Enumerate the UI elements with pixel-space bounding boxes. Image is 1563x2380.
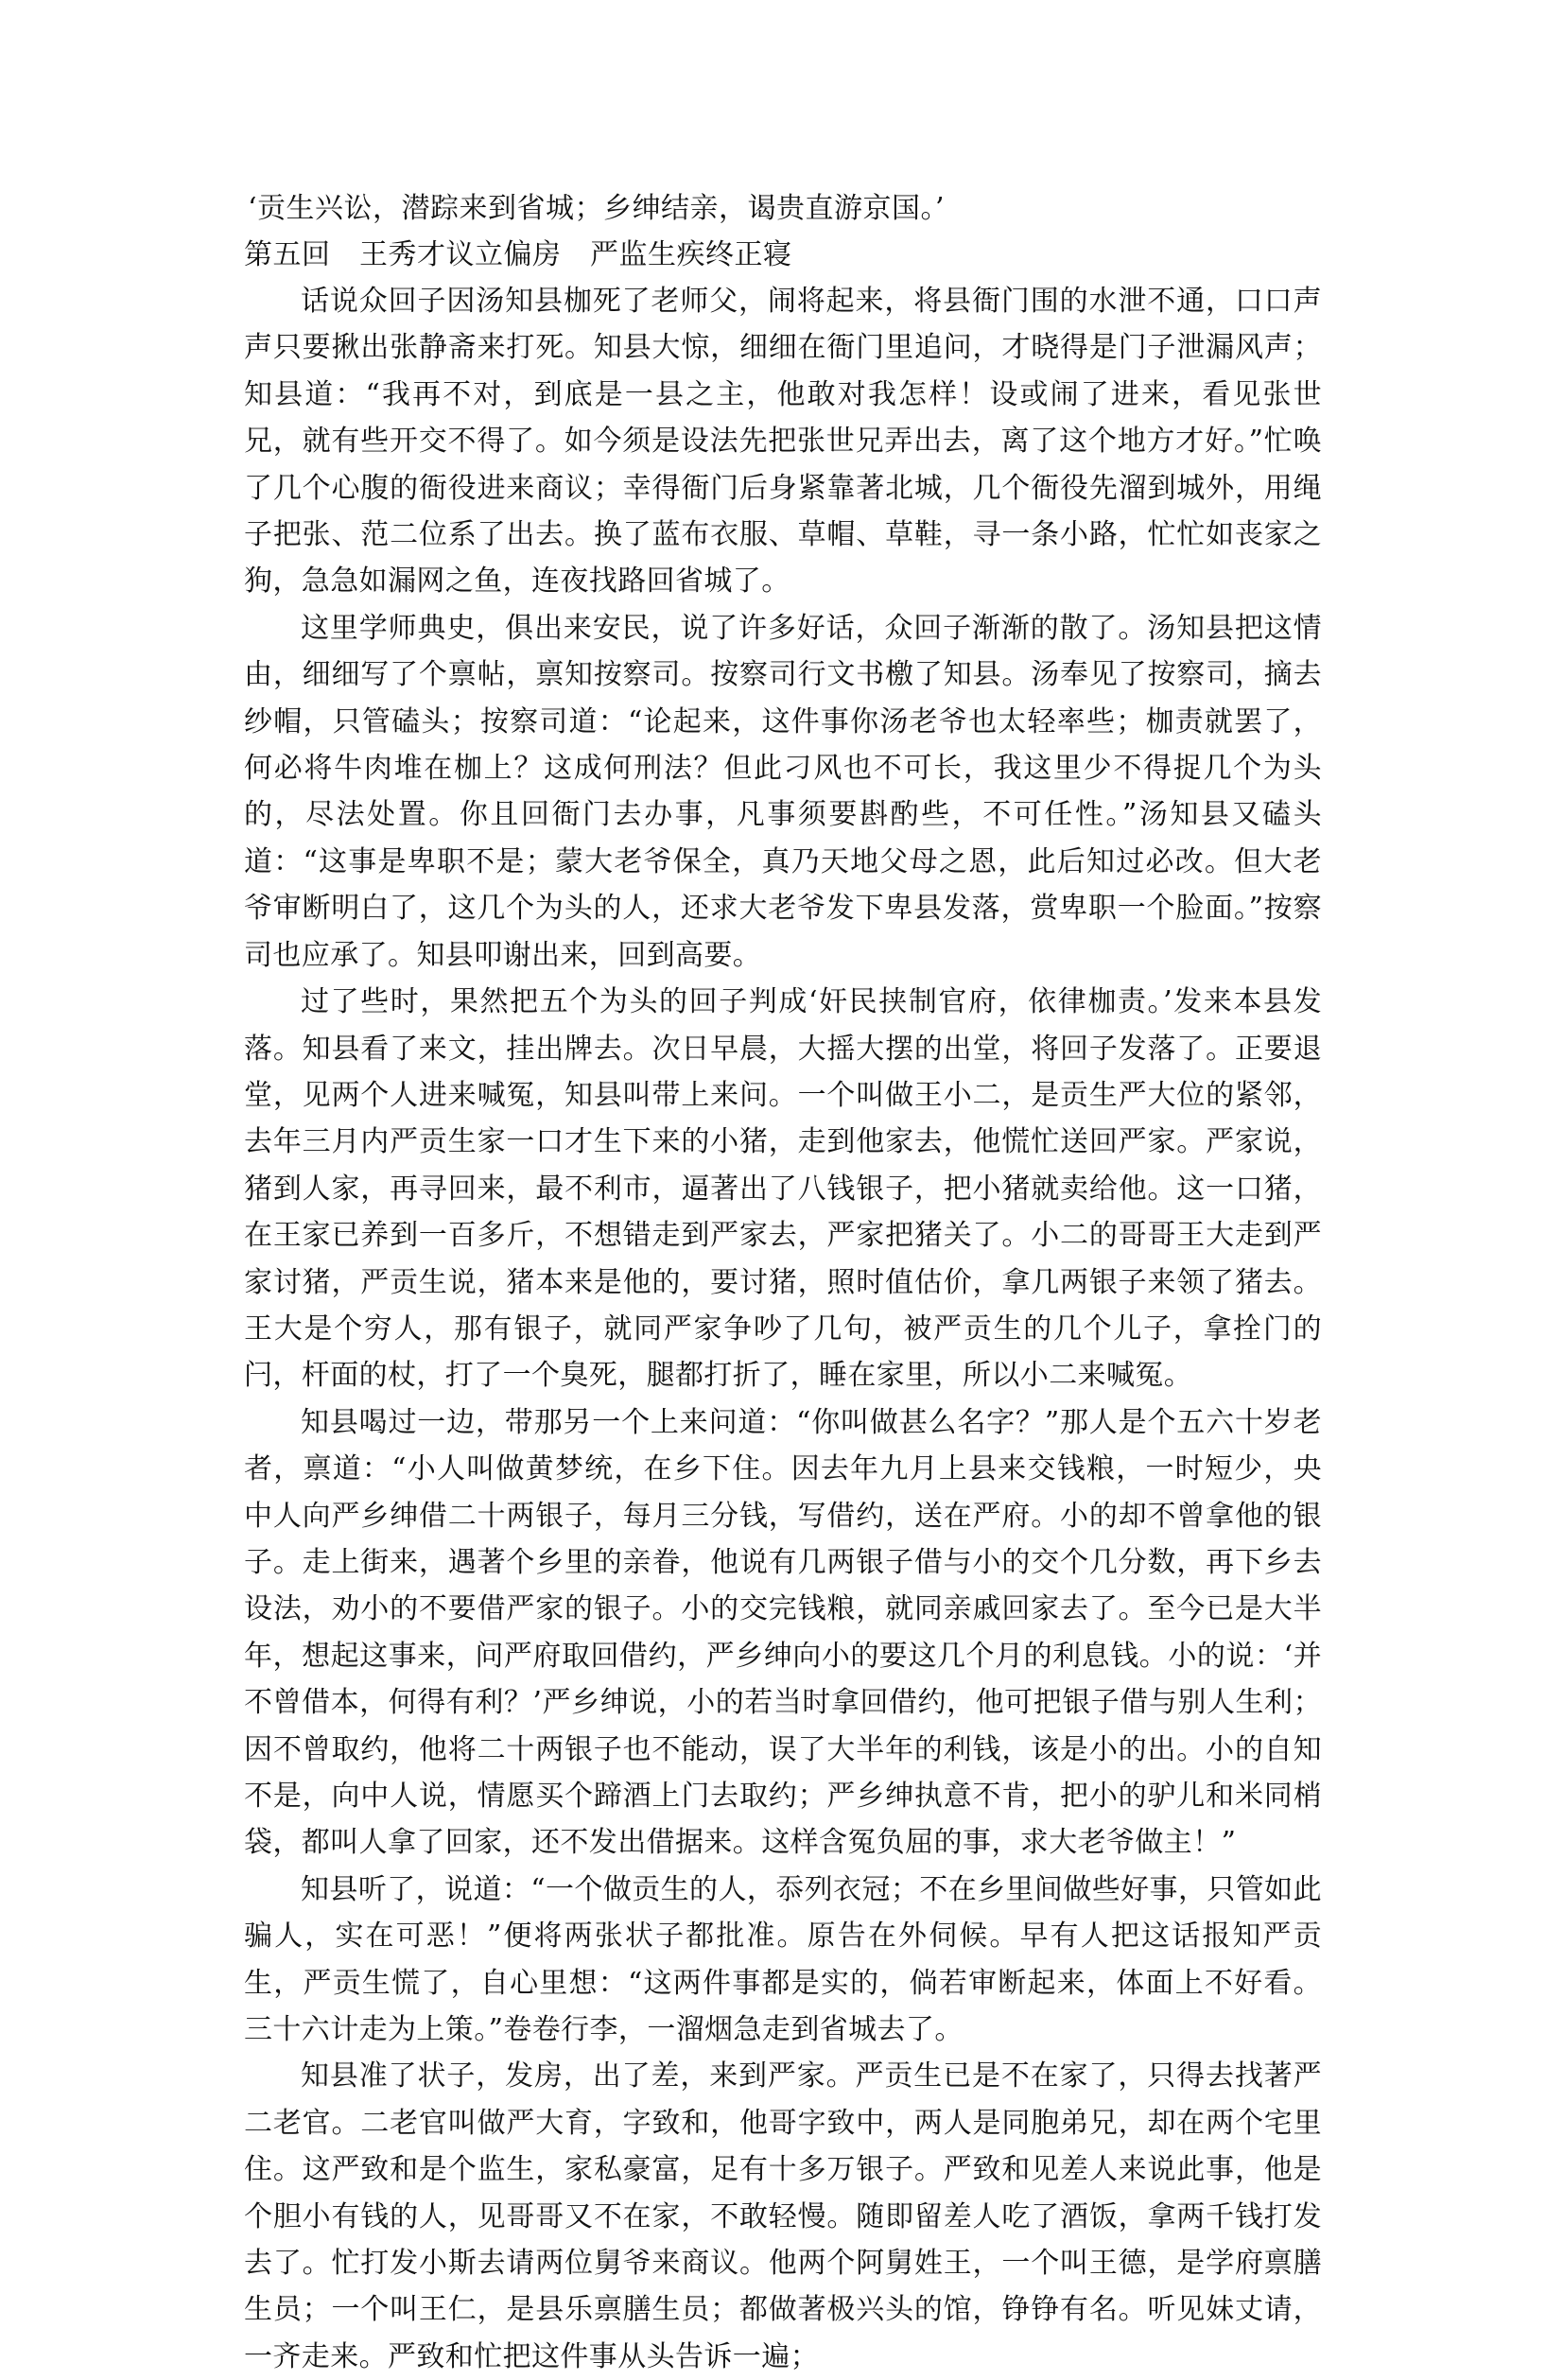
paragraph-1: 话说众回子因汤知县枷死了老师父，闹将起来，将县衙门围的水泄不通，口口声声只要揪出张静斋来打死。知县大惊，细细在衙门里追问，才晓得是门子泄漏风声；知县道：“我再不对，到底是一县之主，他敢对我怎样！设或闹了进来，看见张世兄，就有些开交不得了。如今须是设法先把张世兄弄出去，离了这个地方才好。”忙唤了几个心腹的衙役进来商议；幸得衙门后身紧靠著北城，几个衙役先溜到城外，用绳子把张、范二位系了出去。换了蓝布衣服、草帽、草鞋，寻一条小路，忙忙如丧家之狗，急急如漏网之鱼，连夜找路回省城了。 xyxy=(244,285,1322,599)
chapter-title: 第五回 王秀才议立偏房 严监生疾终正寝 xyxy=(244,238,792,271)
chapter-couplet: ‘贡生兴讼，潜踪来到省城；乡绅结亲，谒贵直游京国。’ xyxy=(248,192,946,225)
paragraph-4: 知县喝过一边，带那另一个上来问道：“你叫做甚么名字？”那人是个五六十岁老者，禀道：“小人叫做黄梦统，在乡下住。因去年九月上县来交钱粮，一时短少，央中人向严乡绅借二十两银子，每月三分钱，写借约，送在严府。小的却不曾拿他的银子。走上街来，遇著个乡里的亲眷，他说有几两银子借与小的交个几分数，再下乡去设法，劝小的不要借严家的银子。小的交完钱粮，就同亲戚回家去了。至今已是大半年，想起这事来，问严府取回借约，严乡绅向小的要这几个月的利息钱。小的说：‘并不曾借本，何得有利？’严乡绅说，小的若当时拿回借约，他可把银子借与别人生利；因不曾取约，他将二十两银子也不能动，误了大半年的利钱，该是小的出。小的自知不是，向中人说，情愿买个蹄酒上门去取约；严乡绅执意不肯，把小的驴儿和米同梢袋，都叫人拿了回家，还不发出借据来。这样含冤负屈的事，求大老爷做主！” xyxy=(244,1405,1322,1860)
paragraph-5: 知县听了，说道：“一个做贡生的人，忝列衣冠；不在乡里间做些好事，只管如此骗人，实在可恶！”便将两张状子都批准。原告在外伺候。早有人把这话报知严贡生，严贡生慌了，自心里想：“这两件事都是实的，倘若审断起来，体面上不好看。三十六计走为上策。”卷卷行李，一溜烟急走到省城去了。 xyxy=(244,1872,1322,2047)
paragraph-6: 知县准了状子，发房，出了差，来到严家。严贡生已是不在家了，只得去找著严二老官。二老官叫做严大育，字致和，他哥字致中，两人是同胞弟兄，却在两个宅里住。这严致和是个监生，家私豪富，足有十多万银子。严致和见差人来说此事，他是个胆小有钱的人，见哥哥又不在家，不敢轻慢。随即留差人吃了酒饭，拿两千钱打发去了。忙打发小斯去请两位舅爷来商议。他两个阿舅姓王，一个叫王德，是学府禀膳生员；一个叫王仁，是县乐禀膳生员；都做著极兴头的馆，铮铮有名。听见妹丈请，一齐走来。严致和忙把这件事从头告诉一遍； xyxy=(244,2059,1322,2373)
paragraph-2: 这里学师典史，俱出来安民，说了许多好话，众回子渐渐的散了。汤知县把这情由，细细写了个禀帖，禀知按察司。按察司行文书檄了知县。汤奉见了按察司，摘去纱帽，只管磕头；按察司道：“论起来，这件事你汤老爷也太轻率些；枷责就罢了，何必将牛肉堆在枷上？这成何刑法？但此刁风也不可长，我这里少不得捉几个为头的，尽法处置。你且回衙门去办事，凡事须要斟酌些，不可任性。”汤知县又磕头道：“这事是卑职不是；蒙大老爷保全，真乃天地父母之恩，此后知过必改。但大老爷审断明白了，这几个为头的人，还求大老爷发下卑县发落，赏卑职一个脸面。”按察司也应承了。知县叩谢出来，回到高要。 xyxy=(244,611,1322,972)
paragraph-3: 过了些时，果然把五个为头的回子判成‘奸民挟制官府，依律枷责。’发来本县发落。知县看了来文，挂出牌去。次日早晨，大摇大摆的出堂，将回子发落了。正要退堂，见两个人进来喊冤，知县叫带上来问。一个叫做王小二，是贡生严大位的紧邻，去年三月内严贡生家一口才生下来的小猪，走到他家去，他慌忙送回严家。严家说，猪到人家，再寻回来，最不利市，逼著出了八钱银子，把小猪就卖给他。这一口猪，在王家已养到一百多斤，不想错走到严家去，严家把猪关了。小二的哥哥王大走到严家讨猪，严贡生说，猪本来是他的，要讨猪，照时值估价，拿几两银子来领了猪去。王大是个穷人，那有银子，就同严家争吵了几句，被严贡生的几个儿子，拿拴门的闩，杆面的杖，打了一个臭死，腿都打折了，睡在家里，所以小二来喊冤。 xyxy=(244,985,1322,1393)
document-body xyxy=(244,185,1322,2380)
